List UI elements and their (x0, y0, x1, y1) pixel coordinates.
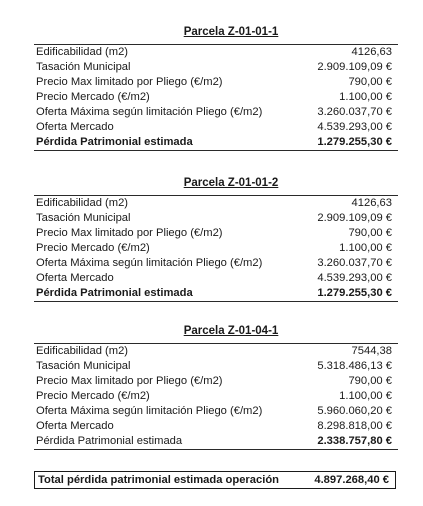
row-value: 1.279.255,30 € (317, 287, 392, 299)
row-value: 2.909.109,09 € (317, 212, 392, 224)
table-row (34, 241, 398, 256)
row-label: Pérdida Patrimonial estimada (36, 287, 193, 299)
row-label: Precio Max limitado por Pliego (€/m2) (36, 227, 223, 239)
row-value: 1.279.255,30 € (317, 136, 392, 148)
row-value: 790,00 € (348, 76, 392, 88)
table-row (34, 389, 398, 404)
table-row (34, 105, 398, 120)
table-row (34, 344, 398, 359)
parcel-table (34, 44, 398, 151)
row-label: Precio Mercado (€/m2) (36, 390, 150, 402)
table-row (34, 419, 398, 434)
table-row (34, 256, 398, 271)
row-label: Edificabilidad (m2) (36, 46, 129, 58)
row-value: 2.338.757,80 € (317, 435, 392, 447)
table-row (34, 196, 398, 211)
row-label: Oferta Mercado (36, 420, 114, 432)
table-row (34, 271, 398, 286)
row-label: Oferta Mercado (36, 272, 114, 284)
row-value: 790,00 € (348, 375, 392, 387)
row-value: 4126,63 (351, 46, 392, 58)
row-label: Tasación Municipal (36, 212, 131, 224)
parcel-title: Parcela Z-01-01-1 (183, 26, 279, 38)
parcel-title: Parcela Z-01-01-2 (183, 177, 279, 189)
table-row (34, 120, 398, 135)
table-row (34, 211, 398, 226)
loss-row (34, 434, 398, 449)
row-label: Tasación Municipal (36, 61, 131, 73)
row-label: Oferta Máxima según limitación Pliego (€/m2) (36, 106, 263, 118)
row-label: Oferta Máxima según limitación Pliego (€/m2) (36, 405, 263, 417)
row-value: 1.100,00 € (339, 390, 392, 402)
row-label: Pérdida Patrimonial estimada (36, 136, 193, 148)
row-value: 5.960.060,20 € (317, 405, 392, 417)
parcel-title: Parcela Z-01-04-1 (183, 325, 279, 337)
row-value: 4.539.293,00 € (317, 272, 392, 284)
row-value: 7544,38 (351, 345, 392, 357)
row-label: Precio Max limitado por Pliego (€/m2) (36, 76, 223, 88)
loss-row (34, 286, 398, 301)
row-label: Tasación Municipal (36, 360, 131, 372)
row-label: Precio Mercado (€/m2) (36, 91, 150, 103)
table-row (34, 75, 398, 90)
table-row (34, 90, 398, 105)
row-value: 4126,63 (351, 197, 392, 209)
row-value: 2.909.109,09 € (317, 61, 392, 73)
row-label: Edificabilidad (m2) (36, 345, 129, 357)
row-label: Oferta Mercado (36, 121, 114, 133)
row-label: Precio Max limitado por Pliego (€/m2) (36, 375, 223, 387)
row-label: Pérdida Patrimonial estimada (36, 435, 183, 447)
grand-total-value: 4.897.268,40 € (314, 474, 389, 486)
row-value: 3.260.037,70 € (317, 106, 392, 118)
parcel-section-3 (34, 324, 398, 450)
row-value: 5.318.486,13 € (317, 360, 392, 372)
parcel-section-1 (34, 25, 398, 151)
grand-total-box (34, 471, 396, 489)
row-value: 1.100,00 € (339, 242, 392, 254)
table-row (34, 45, 398, 60)
table-row (34, 226, 398, 241)
parcel-table (34, 195, 398, 302)
row-label: Edificabilidad (m2) (36, 197, 129, 209)
row-value: 3.260.037,70 € (317, 257, 392, 269)
row-label: Precio Mercado (€/m2) (36, 242, 150, 254)
table-row (34, 60, 398, 75)
parcel-section-2 (34, 176, 398, 302)
row-value: 8.298.818,00 € (317, 420, 392, 432)
grand-total-label: Total pérdida patrimonial estimada operación (38, 474, 279, 486)
row-value: 1.100,00 € (339, 91, 392, 103)
row-label: Oferta Máxima según limitación Pliego (€/m2) (36, 257, 263, 269)
table-row (34, 374, 398, 389)
loss-row (34, 135, 398, 150)
table-row (34, 404, 398, 419)
table-row (34, 359, 398, 374)
parcel-table (34, 343, 398, 450)
row-value: 790,00 € (348, 227, 392, 239)
row-value: 4.539.293,00 € (317, 121, 392, 133)
